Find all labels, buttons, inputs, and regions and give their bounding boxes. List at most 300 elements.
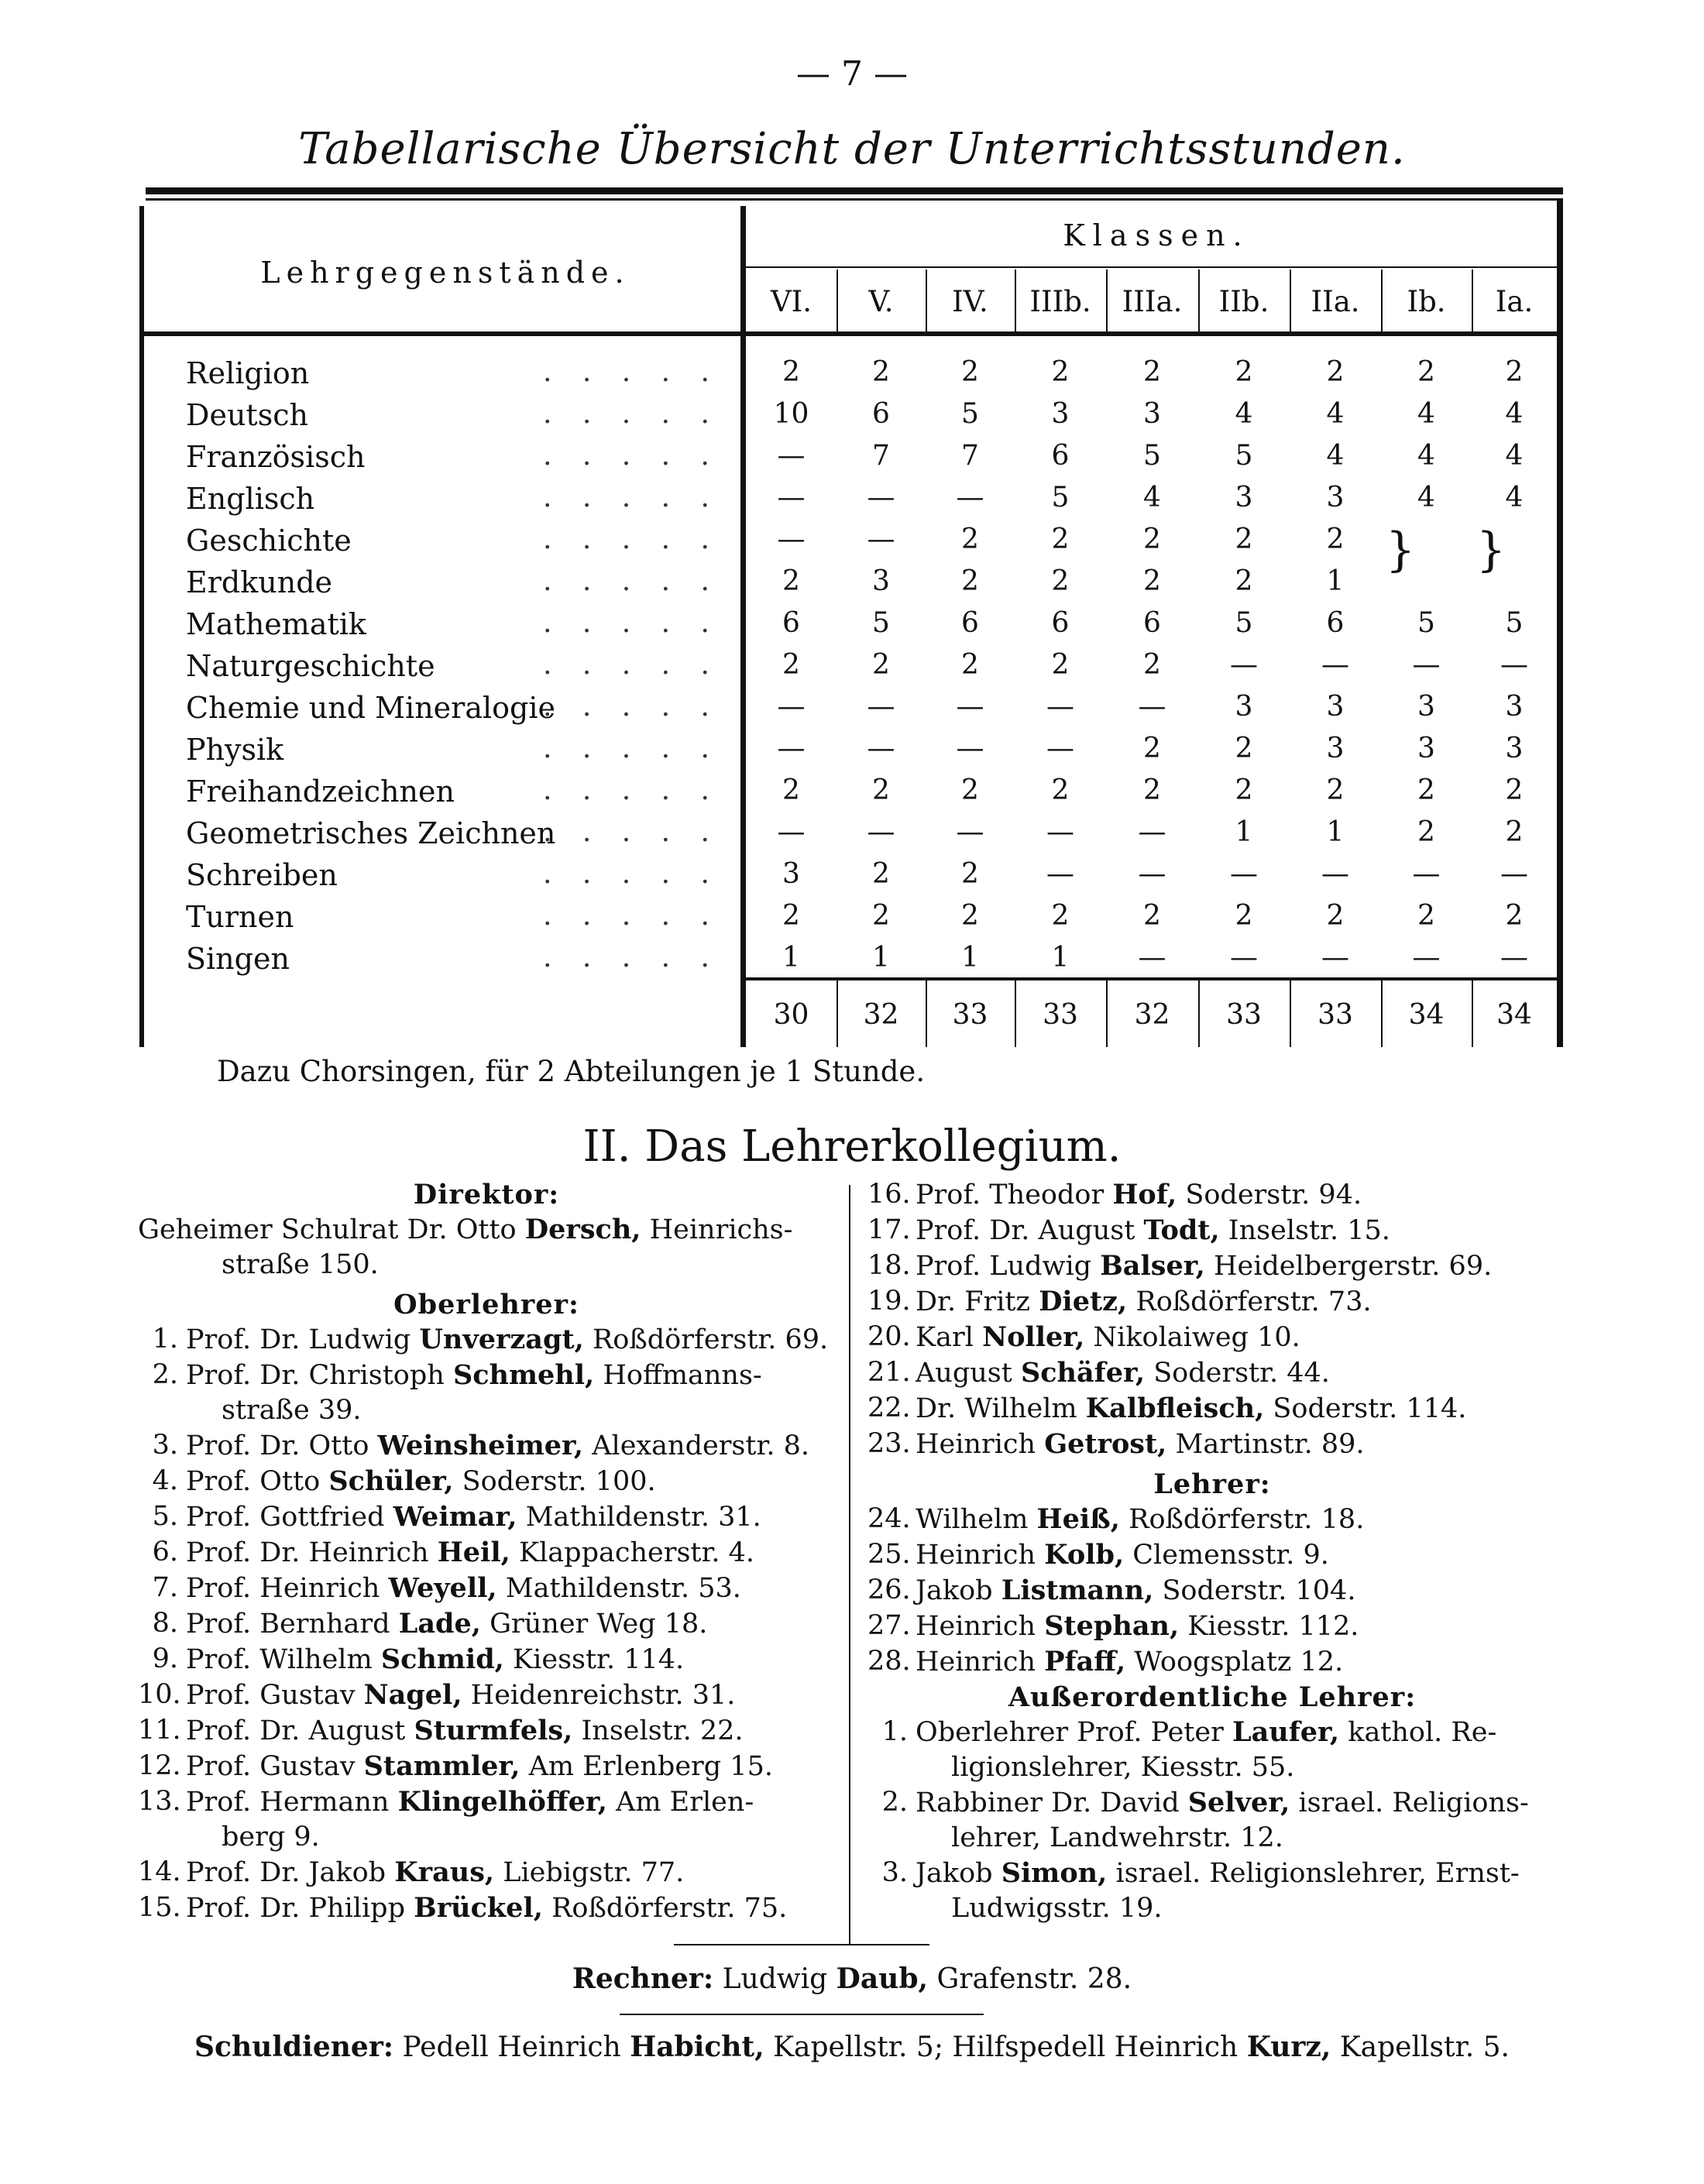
staff-name: Noller, (982, 1321, 1085, 1353)
table-cell: 5 (1505, 607, 1524, 639)
entry-number: 5. (152, 1501, 178, 1532)
leader-dots: . . . . . (543, 440, 720, 472)
entry-title: Prof. Dr. Jakob (186, 1857, 386, 1888)
leader-dots: . . . . . (543, 900, 720, 932)
staff-entry (138, 1784, 835, 1820)
table-cell: 6 (782, 607, 800, 639)
table-cell: 2 (1235, 774, 1253, 806)
schuldiener-label: Schuldiener: (194, 2031, 394, 2063)
classes-header: Klassen. (1063, 218, 1250, 252)
table-cell: 2 (1235, 524, 1253, 555)
total-cell: 34 (1408, 999, 1445, 1031)
subject-label: Geometrisches Zeichnen (186, 816, 556, 850)
entry-title: Prof. Gustav (186, 1751, 356, 1782)
schuldiener-name-2: Kurz, (1246, 2031, 1331, 2063)
total-cell: 32 (1134, 999, 1170, 1031)
staff-address: Soderstr. 104. (1162, 1575, 1356, 1606)
table-cell: 6 (1143, 607, 1161, 639)
table-cell: — (777, 482, 806, 513)
table-cell: — (867, 733, 895, 764)
staff-address: kathol. Re- (1348, 1717, 1497, 1748)
right-column (867, 1177, 1557, 1926)
entry-title: Prof. Bernhard (186, 1609, 390, 1640)
table-cell: 2 (1326, 524, 1345, 555)
staff-entry (138, 1713, 835, 1749)
total-cell: 34 (1496, 999, 1532, 1031)
staff-entry (138, 1606, 835, 1642)
staff-entry-continued: lehrer, Landwehrstr. 12. (951, 1822, 1283, 1853)
subject-label: Religion (186, 356, 310, 390)
direktor-entry: Geheimer Schulrat Dr. Otto Dersch, Heinrichs- (138, 1214, 793, 1245)
leader-dots: . . . . . (543, 524, 720, 555)
table-cell: 5 (1235, 607, 1253, 639)
table-cell: — (1500, 858, 1528, 890)
entry-number: 28. (867, 1646, 911, 1677)
staff-address: Soderstr. 114. (1273, 1393, 1467, 1424)
entry-title: Prof. Dr. Ludwig (186, 1324, 411, 1355)
staff-address: Mathildenstr. 31. (525, 1502, 761, 1533)
staff-name: Simon, (1001, 1857, 1108, 1889)
staff-entry-continued: berg 9. (222, 1822, 320, 1853)
staff-address: Soderstr. 44. (1153, 1358, 1330, 1389)
entry-number: 1. (152, 1324, 178, 1355)
staff-address: Inselstr. 15. (1228, 1215, 1390, 1246)
staff-name: Dietz, (1039, 1286, 1128, 1317)
staff-name: Weimar, (393, 1501, 517, 1533)
entry-title: Prof. Dr. Heinrich (186, 1537, 429, 1568)
staff-entry (138, 1855, 835, 1890)
staff-address: Grüner Weg 18. (490, 1609, 708, 1640)
entry-title: Prof. Hermann (186, 1787, 390, 1818)
table-cell: 2 (1326, 900, 1345, 932)
table-cell: — (1230, 858, 1258, 890)
entry-number: 15. (138, 1892, 181, 1923)
table-note: Dazu Chorsingen, für 2 Abteilungen je 1 Stunde. (217, 1055, 926, 1088)
staff-address: Roßdörferstr. 73. (1135, 1286, 1372, 1317)
subject-label: Singen (186, 942, 290, 976)
section-title: II. Das Lehrerkollegium. (582, 1121, 1122, 1172)
leader-dots: . . . . . (543, 774, 720, 806)
entry-number: 3. (152, 1430, 178, 1461)
class-column-header: Ib. (1407, 285, 1446, 318)
table-cell: 3 (1326, 482, 1345, 513)
table-cell: 7 (961, 440, 979, 472)
rechner-line: Rechner: Ludwig Daub, Grafenstr. 28. (572, 1963, 1132, 1995)
subject-label: Freihandzeichnen (186, 774, 455, 809)
table-cell: — (777, 440, 806, 472)
table-cell: 4 (1326, 398, 1345, 430)
table-right-border (1557, 198, 1563, 1047)
entry-number: 23. (867, 1428, 911, 1459)
table-cell: 5 (1417, 607, 1435, 639)
leader-dots: . . . . . (543, 607, 720, 639)
entry-title: Prof. Dr. Philipp (186, 1893, 405, 1924)
leader-dots: . . . . . (543, 733, 720, 764)
entry-number: 1. (881, 1716, 908, 1747)
staff-entry (138, 1890, 835, 1926)
class-column-header: IV. (952, 285, 988, 318)
staff-entry (867, 1715, 1557, 1750)
table-cell: — (1046, 858, 1074, 890)
class-column-header: V. (868, 285, 894, 318)
entry-title: Prof. Gustav (186, 1680, 356, 1711)
staff-entry (138, 1428, 835, 1464)
table-cell: 2 (1051, 774, 1070, 806)
table-cell: 1 (1326, 565, 1345, 597)
table-cell: 2 (961, 858, 979, 890)
staff-entry (138, 1571, 835, 1606)
combined-brace: } (1476, 523, 1506, 577)
entry-title: Jakob (916, 1575, 993, 1606)
entry-number: 2. (881, 1787, 908, 1818)
entry-title: Prof. Wilhelm (186, 1644, 373, 1675)
schuldiener-name: Habicht, (630, 2031, 764, 2063)
table-cell: 5 (1051, 482, 1070, 513)
table-cell: 7 (872, 440, 890, 472)
staff-entry (138, 1749, 835, 1784)
staff-address: Kiesstr. 112. (1187, 1611, 1359, 1642)
table-cell: 2 (1326, 774, 1345, 806)
entry-number: 19. (867, 1286, 911, 1317)
staff-entry (138, 1677, 835, 1713)
leader-dots: . . . . . (543, 649, 720, 681)
entry-number: 25. (867, 1539, 911, 1570)
rechner-name: Daub, (836, 1963, 929, 1995)
direktor-heading: Direktor: (413, 1179, 560, 1210)
staff-entry (867, 1537, 1557, 1573)
direktor-name: Dersch, (524, 1214, 641, 1245)
table-cell: 2 (1235, 900, 1253, 932)
entry-number: 9. (152, 1643, 178, 1674)
staff-name: Hof, (1112, 1179, 1177, 1210)
column-divider (849, 1185, 850, 1944)
entry-number: 18. (867, 1250, 911, 1281)
staff-entry (867, 1355, 1557, 1391)
staff-address: Am Erlen- (616, 1787, 754, 1818)
entry-title: Wilhelm (916, 1504, 1029, 1535)
subject-label: Erdkunde (186, 565, 333, 599)
page-title: Tabellarische Übersicht der Unterrichtsstunden. (298, 124, 1406, 174)
entry-title: Jakob (916, 1858, 993, 1889)
entry-title: Dr. Wilhelm (916, 1393, 1077, 1424)
total-cell: 33 (1318, 999, 1353, 1031)
table-cell: 2 (961, 900, 979, 932)
class-column-header: IIb. (1218, 285, 1269, 318)
entry-number: 26. (867, 1574, 911, 1605)
staff-name: Balser, (1100, 1250, 1205, 1282)
subject-label: Naturgeschichte (186, 649, 435, 683)
table-cell: 2 (1051, 565, 1070, 597)
entry-title: Prof. Dr. Otto (186, 1430, 369, 1461)
class-column-header: Ia. (1495, 285, 1534, 318)
table-cell: — (777, 691, 806, 723)
table-cell: 2 (1143, 649, 1161, 681)
entry-title: Karl (916, 1322, 974, 1353)
staff-name: Getrost, (1044, 1428, 1167, 1460)
table-cell: — (1046, 816, 1074, 848)
divider-rule-2 (620, 2014, 984, 2015)
oberlehrer-list-continued (867, 1177, 1557, 1462)
table-cell: 2 (1417, 774, 1435, 806)
lehrer-heading: Lehrer: (1153, 1468, 1271, 1500)
table-cell: 6 (1051, 440, 1070, 472)
staff-entry (138, 1499, 835, 1535)
subject-label: Französisch (186, 440, 366, 474)
entry-title: Oberlehrer Prof. Peter (916, 1717, 1224, 1748)
table-cell: 2 (1143, 733, 1161, 764)
table-cell: — (777, 733, 806, 764)
table-top-rule (146, 187, 1563, 194)
subject-label: Englisch (186, 482, 315, 516)
staff-entry (867, 1391, 1557, 1427)
staff-address: Clemensstr. 9. (1132, 1540, 1329, 1571)
entry-title: Prof. Otto (186, 1466, 321, 1497)
entry-title: Prof. Dr. August (186, 1715, 406, 1746)
entry-number: 12. (138, 1750, 181, 1781)
staff-entry-continued: Ludwigsstr. 19. (951, 1893, 1163, 1924)
staff-address: Martinstr. 89. (1175, 1429, 1365, 1460)
direktor-address-cont: straße 150. (222, 1249, 379, 1280)
staff-address: Klappacherstr. 4. (518, 1537, 754, 1568)
staff-address: Kiesstr. 114. (513, 1644, 685, 1675)
table-cell: 4 (1505, 440, 1524, 472)
entry-number: 11. (138, 1715, 181, 1746)
class-column-header: IIIb. (1029, 285, 1091, 318)
entry-number: 13. (138, 1786, 181, 1817)
staff-name: Weinsheimer, (377, 1430, 584, 1461)
table-cell: 3 (1326, 733, 1345, 764)
staff-entry (867, 1177, 1557, 1213)
table-cell: 2 (782, 565, 800, 597)
staff-name: Schüler, (328, 1465, 454, 1497)
table-cell: 2 (1143, 774, 1161, 806)
table-cell: — (956, 733, 984, 764)
table-cell: — (1138, 858, 1166, 890)
entry-title: Prof. Gottfried (186, 1502, 385, 1533)
leader-dots: . . . . . (543, 816, 720, 848)
entry-number: 24. (867, 1503, 911, 1534)
ausser-heading: Außerordentliche Lehrer: (1008, 1681, 1417, 1713)
table-cell: 2 (1505, 900, 1524, 932)
table-cell: 3 (1417, 691, 1435, 723)
leader-dots: . . . . . (543, 482, 720, 513)
header-bottom-rule (144, 331, 1558, 336)
staff-entry (138, 1322, 835, 1358)
table-cell: 2 (1051, 524, 1070, 555)
staff-address: Roßdörferstr. 18. (1129, 1504, 1365, 1535)
staff-entry (138, 1535, 835, 1571)
entry-title: Prof. Dr. Christoph (186, 1360, 445, 1391)
table-cell: — (1500, 942, 1528, 974)
table-cell: — (1138, 691, 1166, 723)
subject-header: Lehrgegenstände. (260, 256, 630, 290)
table-cell: — (1500, 649, 1528, 681)
staff-name: Klingelhöffer, (397, 1786, 607, 1818)
staff-name: Brückel, (414, 1892, 543, 1924)
table-cell: 3 (1235, 482, 1253, 513)
staff-address: Hoffmanns- (603, 1360, 762, 1391)
staff-name: Stephan, (1044, 1610, 1180, 1642)
staff-name: Lade, (398, 1608, 481, 1640)
staff-entry (867, 1213, 1557, 1248)
total-cell: 33 (1226, 999, 1262, 1031)
table-cell: — (867, 691, 895, 723)
table-cell: 3 (782, 858, 800, 890)
table-cell: — (1138, 816, 1166, 848)
table-cell: — (1138, 942, 1166, 974)
subject-label: Turnen (186, 900, 294, 934)
table-cell: — (1412, 649, 1441, 681)
staff-name: Pfaff, (1044, 1646, 1126, 1677)
table-cell: 1 (1326, 816, 1345, 848)
table-cell: — (1321, 858, 1349, 890)
staff-address: Liebigstr. 77. (503, 1857, 685, 1888)
table-cell: 3 (1143, 398, 1161, 430)
entry-title: Heinrich (916, 1611, 1036, 1642)
table-cell: — (956, 816, 984, 848)
entry-title: Heinrich (916, 1647, 1036, 1677)
ausserordentliche-lehrer-list (867, 1715, 1557, 1926)
lehrer-list (867, 1502, 1557, 1680)
table-cell: — (777, 816, 806, 848)
table-cell: 3 (1417, 733, 1435, 764)
staff-entry (867, 1248, 1557, 1284)
leader-dots: . . . . . (543, 858, 720, 890)
table-cell: 6 (1051, 607, 1070, 639)
schuldiener-line: Schuldiener: Pedell Heinrich Habicht, Kapellstr. 5; Hilfspedell Heinrich Kurz, Kapellstr. 5. (194, 2031, 1510, 2063)
entry-title: Rabbiner Dr. David (916, 1787, 1180, 1818)
table-cell: — (956, 482, 984, 513)
entry-title: Prof. Theodor (916, 1180, 1105, 1210)
oberlehrer-heading: Oberlehrer: (393, 1289, 579, 1320)
table-cell: 1 (1051, 942, 1070, 974)
table-cell: 2 (872, 858, 890, 890)
class-column-header: VI. (770, 285, 812, 318)
entry-title: Prof. Dr. August (916, 1215, 1135, 1246)
table-cell: 2 (961, 565, 979, 597)
table-cell: 2 (782, 356, 800, 388)
entry-number: 14. (138, 1856, 181, 1887)
table-cell: 3 (1505, 691, 1524, 723)
subject-label: Mathematik (186, 607, 366, 641)
subject-label: Deutsch (186, 398, 308, 432)
table-cell: 2 (1417, 900, 1435, 932)
staff-address: Heidenreichstr. 31. (470, 1680, 736, 1711)
table-cell: 2 (1143, 900, 1161, 932)
table-cell: 1 (961, 942, 979, 974)
staff-name: Nagel, (363, 1679, 462, 1711)
table-cell: — (1412, 858, 1441, 890)
table-cell: 2 (782, 649, 800, 681)
leader-dots: . . . . . (543, 398, 720, 430)
table-cell: 1 (1235, 816, 1253, 848)
entry-number: 20. (867, 1321, 911, 1352)
table-cell: 3 (1326, 691, 1345, 723)
table-cell: 5 (961, 398, 979, 430)
staff-entry (867, 1573, 1557, 1609)
entry-number: 22. (867, 1392, 911, 1423)
table-cell: 2 (961, 649, 979, 681)
staff-name: Kolb, (1044, 1539, 1125, 1571)
staff-address: israel. Religions- (1298, 1787, 1529, 1818)
entry-number: 10. (138, 1679, 181, 1710)
class-column-header: IIa. (1311, 285, 1360, 318)
table-cell: 2 (872, 900, 890, 932)
class-column-header: IIIa. (1122, 285, 1183, 318)
staff-entry (138, 1358, 835, 1393)
staff-entry (138, 1642, 835, 1677)
staff-address: Alexanderstr. 8. (592, 1430, 809, 1461)
table-cell: 1 (782, 942, 800, 974)
table-cell: 2 (872, 774, 890, 806)
staff-address: Mathildenstr. 53. (505, 1573, 741, 1604)
table-cell: 3 (872, 565, 890, 597)
entry-number: 4. (152, 1465, 178, 1496)
total-cell: 32 (863, 999, 899, 1031)
combined-brace: } (1386, 523, 1416, 577)
entry-number: 8. (152, 1608, 178, 1639)
total-cell: 30 (773, 999, 809, 1031)
table-cell: — (777, 524, 806, 555)
table-cell: 2 (1417, 816, 1435, 848)
table-cell: 4 (1235, 398, 1253, 430)
table-cell: 2 (1505, 816, 1524, 848)
entry-number: 21. (867, 1357, 911, 1388)
table-cell: — (1046, 691, 1074, 723)
staff-name: Schäfer, (1020, 1357, 1146, 1389)
totals-rule (744, 977, 1558, 980)
leader-dots: . . . . . (543, 356, 720, 388)
table-cell: 6 (872, 398, 890, 430)
staff-name: Stammler, (363, 1750, 520, 1782)
page-number: — 7 — (796, 54, 908, 94)
staff-address: Roßdörferstr. 69. (592, 1324, 829, 1355)
subject-label: Schreiben (186, 858, 338, 892)
table-cell: 2 (1051, 649, 1070, 681)
staff-name: Laufer, (1232, 1716, 1340, 1748)
table-cell: — (956, 691, 984, 723)
staff-entry (867, 1502, 1557, 1537)
staff-address: Inselstr. 22. (581, 1715, 744, 1746)
table-cell: 4 (1417, 440, 1435, 472)
entry-title: Heinrich (916, 1429, 1036, 1460)
table-cell: 2 (1051, 356, 1070, 388)
table-cell: 3 (1235, 691, 1253, 723)
table-cell: 2 (872, 649, 890, 681)
staff-name: Todt, (1143, 1214, 1220, 1246)
table-cell: 2 (1326, 356, 1345, 388)
table-cell: — (867, 816, 895, 848)
table-cell: 2 (782, 900, 800, 932)
table-cell: 2 (961, 774, 979, 806)
table-cell: 4 (1417, 482, 1435, 513)
table-cell: 2 (961, 356, 979, 388)
entry-number: 7. (152, 1572, 178, 1603)
staff-address: israel. Religionslehrer, Ernst- (1115, 1858, 1520, 1889)
staff-address: Am Erlenberg 15. (528, 1751, 773, 1782)
table-cell: 4 (1143, 482, 1161, 513)
staff-entry-continued: ligionslehrer, Kiesstr. 55. (951, 1752, 1295, 1783)
subject-label: Physik (186, 733, 284, 767)
staff-entry (867, 1644, 1557, 1680)
table-cell: — (1321, 942, 1349, 974)
table-cell: — (1046, 733, 1074, 764)
staff-entry (867, 1320, 1557, 1355)
table-cell: 5 (1235, 440, 1253, 472)
rechner-label: Rechner: (572, 1963, 714, 1995)
table-cell: 2 (782, 774, 800, 806)
entry-number: 2. (152, 1359, 178, 1390)
